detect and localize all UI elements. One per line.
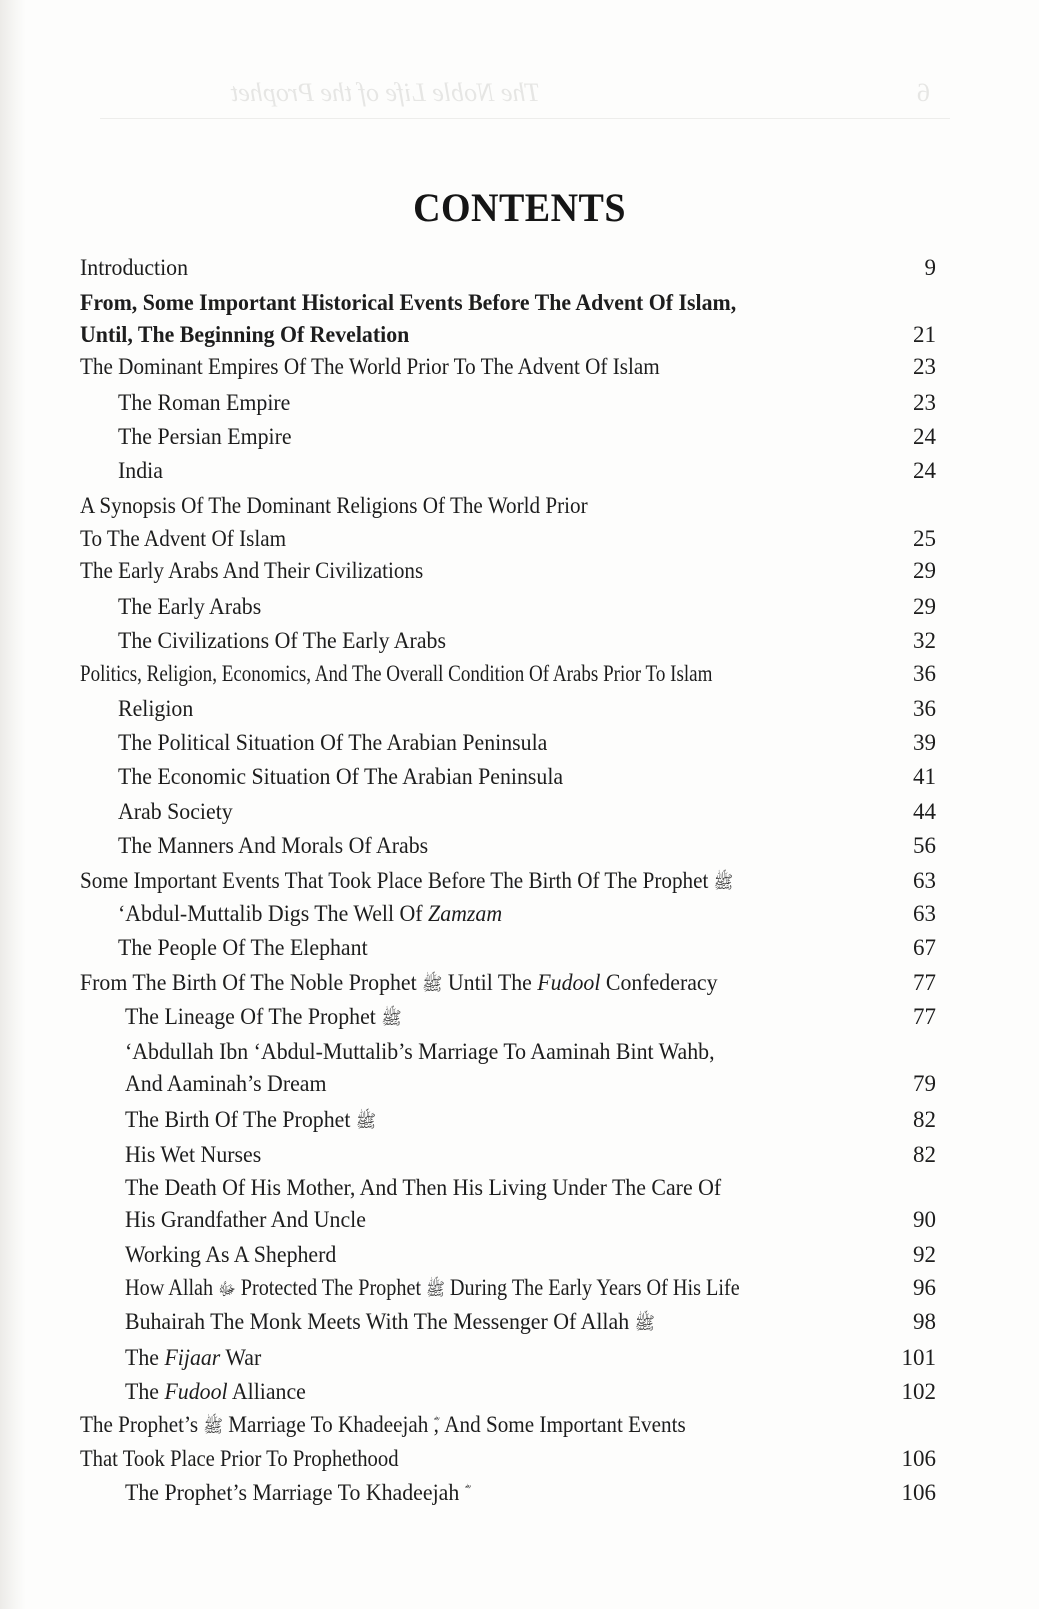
toc-entry-title-italic: Fudool bbox=[164, 1379, 228, 1405]
toc-entry-page-number: 9 bbox=[924, 255, 936, 280]
salutation-pbuh-icon: ﷺ bbox=[634, 1313, 655, 1333]
toc-entry-page-number: 56 bbox=[913, 833, 936, 858]
toc-entry-title[interactable]: A Synopsis Of The Dominant Religions Of The World Prior bbox=[80, 493, 588, 519]
bleed-through-page-number: 6 bbox=[917, 78, 930, 107]
toc-entry-page-number: 63 bbox=[913, 901, 936, 926]
toc-entry-page-number: 79 bbox=[913, 1071, 936, 1096]
toc-entry-title[interactable]: Working As A Shepherd bbox=[125, 1242, 337, 1268]
page-binding-edge bbox=[0, 0, 26, 1609]
toc-entry-page-number: 23 bbox=[913, 354, 936, 379]
toc-entry-title[interactable]: Buhairah The Monk Meets With The Messenger Of Allah ﷺ bbox=[125, 1309, 655, 1335]
toc-entry-page-number: 29 bbox=[913, 558, 936, 583]
toc-entry-title[interactable]: The Civilizations Of The Early Arabs bbox=[118, 628, 446, 654]
toc-entry-title[interactable]: The Fudool Alliance bbox=[125, 1379, 306, 1405]
toc-entry-page-number: 82 bbox=[913, 1142, 936, 1167]
toc-entry-page-number: 23 bbox=[913, 390, 936, 415]
toc-entry-title[interactable]: The Political Situation Of The Arabian Peninsula bbox=[118, 730, 548, 756]
toc-entry-title[interactable]: The Early Arabs bbox=[118, 594, 262, 620]
toc-entry-title[interactable]: India bbox=[118, 458, 163, 484]
toc-entry-page-number: 25 bbox=[913, 526, 936, 551]
toc-entry-page-number: 90 bbox=[913, 1207, 936, 1232]
toc-entry-page-number: 24 bbox=[913, 424, 936, 449]
toc-entry-title[interactable]: From, Some Important Historical Events Before The Advent Of Islam, bbox=[80, 290, 737, 316]
salutation-pbuh-icon: ﷺ bbox=[381, 1008, 402, 1028]
bleed-through-rule bbox=[100, 118, 950, 119]
toc-entry-page-number: 102 bbox=[901, 1379, 936, 1404]
toc-entry-title-italic: Fijaar bbox=[164, 1345, 221, 1371]
salutation-pbuh-icon: ﷺ bbox=[203, 1416, 223, 1436]
toc-entry-title[interactable]: To The Advent Of Islam bbox=[80, 526, 287, 552]
toc-entry-page-number: 106 bbox=[901, 1480, 936, 1505]
toc-entry-page-number: 36 bbox=[913, 661, 936, 686]
toc-entry-page-number: 21 bbox=[913, 322, 936, 347]
toc-entry-title[interactable]: The Persian Empire bbox=[118, 424, 292, 450]
toc-entry-title[interactable]: Introduction bbox=[80, 255, 189, 281]
toc-entry-title[interactable]: The Prophet’s ﷺ Marriage To Khadeejah , And Some Important Events bbox=[80, 1412, 686, 1438]
salutation-pbuh-icon: ﷺ bbox=[355, 1111, 377, 1131]
toc-entry-title[interactable]: The Death Of His Mother, And Then His Living Under The Care Of bbox=[125, 1175, 722, 1201]
toc-entry-title[interactable]: Some Important Events That Took Place Before The Birth Of The Prophet ﷺ bbox=[80, 868, 734, 894]
toc-entry-title[interactable]: Politics, Religion, Economics, And The Overall Condition Of Arabs Prior To Islam bbox=[80, 661, 713, 687]
toc-entry-page-number: 77 bbox=[913, 970, 936, 995]
salutation-allah-icon: ﷻ bbox=[218, 1279, 236, 1299]
page-heading: CONTENTS bbox=[413, 185, 626, 230]
toc-entry-page-number: 101 bbox=[901, 1345, 936, 1370]
toc-entry-page-number: 29 bbox=[913, 594, 936, 619]
toc-entry-page-number: 44 bbox=[913, 799, 936, 824]
toc-entry-title-italic: Zamzam bbox=[428, 901, 503, 927]
toc-entry-title[interactable]: The Economic Situation Of The Arabian Peninsula bbox=[118, 764, 564, 790]
toc-entry-page-number: 41 bbox=[913, 764, 936, 789]
toc-entry-title[interactable]: The Manners And Morals Of Arabs bbox=[118, 833, 429, 859]
toc-entry-page-number: 106 bbox=[901, 1446, 936, 1471]
toc-entry-title[interactable]: Until, The Beginning Of Revelation bbox=[80, 322, 410, 348]
toc-entry-title[interactable]: The Fijaar War bbox=[125, 1345, 262, 1371]
toc-entry-title[interactable]: From The Birth Of The Noble Prophet ﷺ Until The Fudool Confederacy bbox=[80, 970, 718, 996]
toc-entry-title[interactable]: His Grandfather And Uncle bbox=[125, 1207, 366, 1233]
toc-entry-title[interactable]: His Wet Nurses bbox=[125, 1142, 262, 1168]
toc-entry-title[interactable]: The Prophet’s Marriage To Khadeejah bbox=[125, 1480, 465, 1506]
toc-entry-title[interactable]: Religion bbox=[118, 696, 194, 722]
toc-entry-title[interactable]: ‘Abdullah Ibn ‘Abdul-Muttalib’s Marriage To Aaminah Bint Wahb, bbox=[125, 1039, 715, 1065]
toc-entry-title[interactable]: The Early Arabs And Their Civilizations bbox=[80, 558, 424, 584]
toc-entry-page-number: 39 bbox=[913, 730, 936, 755]
toc-entry-page-number: 77 bbox=[913, 1004, 936, 1029]
toc-entry-title[interactable]: That Took Place Prior To Prophethood bbox=[80, 1446, 399, 1472]
toc-entry-title[interactable]: The People Of The Elephant bbox=[118, 935, 368, 961]
toc-entry-title[interactable]: And Aaminah’s Dream bbox=[125, 1071, 327, 1097]
bleed-through-title: The Noble Life of the Prophet bbox=[231, 78, 540, 107]
toc-entry-page-number: 24 bbox=[913, 458, 936, 483]
salutation-pbuh-icon: ﷺ bbox=[713, 872, 734, 892]
toc-entry-page-number: 67 bbox=[913, 935, 936, 960]
toc-entry-page-number: 98 bbox=[913, 1309, 936, 1334]
toc-entry-page-number: 96 bbox=[913, 1275, 936, 1300]
toc-entry-title[interactable]: Arab Society bbox=[118, 799, 233, 825]
toc-entry-title[interactable]: How Allah ﷻ Protected The Prophet ﷺ During The Early Years Of His Life bbox=[125, 1275, 740, 1301]
toc-entry-title-italic: Fudool bbox=[537, 970, 601, 996]
toc-entry-title[interactable]: ‘Abdul-Muttalib Digs The Well Of Zamzam bbox=[118, 901, 503, 927]
toc-entry-page-number: 63 bbox=[913, 868, 936, 893]
toc-entry-title[interactable]: The Dominant Empires Of The World Prior To The Advent Of Islam bbox=[80, 354, 660, 380]
toc-entry-title[interactable]: The Lineage Of The Prophet ﷺ bbox=[125, 1004, 402, 1030]
toc-entry-page-number: 36 bbox=[913, 696, 936, 721]
toc-entry-page-number: 82 bbox=[913, 1107, 936, 1132]
toc-entry-page-number: 32 bbox=[913, 628, 936, 653]
salutation-pbuh-icon: ﷺ bbox=[422, 974, 443, 994]
toc-entry-page-number: 92 bbox=[913, 1242, 936, 1267]
toc-entry-title[interactable]: The Birth Of The Prophet ﷺ bbox=[125, 1107, 377, 1133]
salutation-pbuh-icon: ﷺ bbox=[426, 1279, 445, 1299]
toc-entry-title[interactable]: The Roman Empire bbox=[118, 390, 291, 416]
